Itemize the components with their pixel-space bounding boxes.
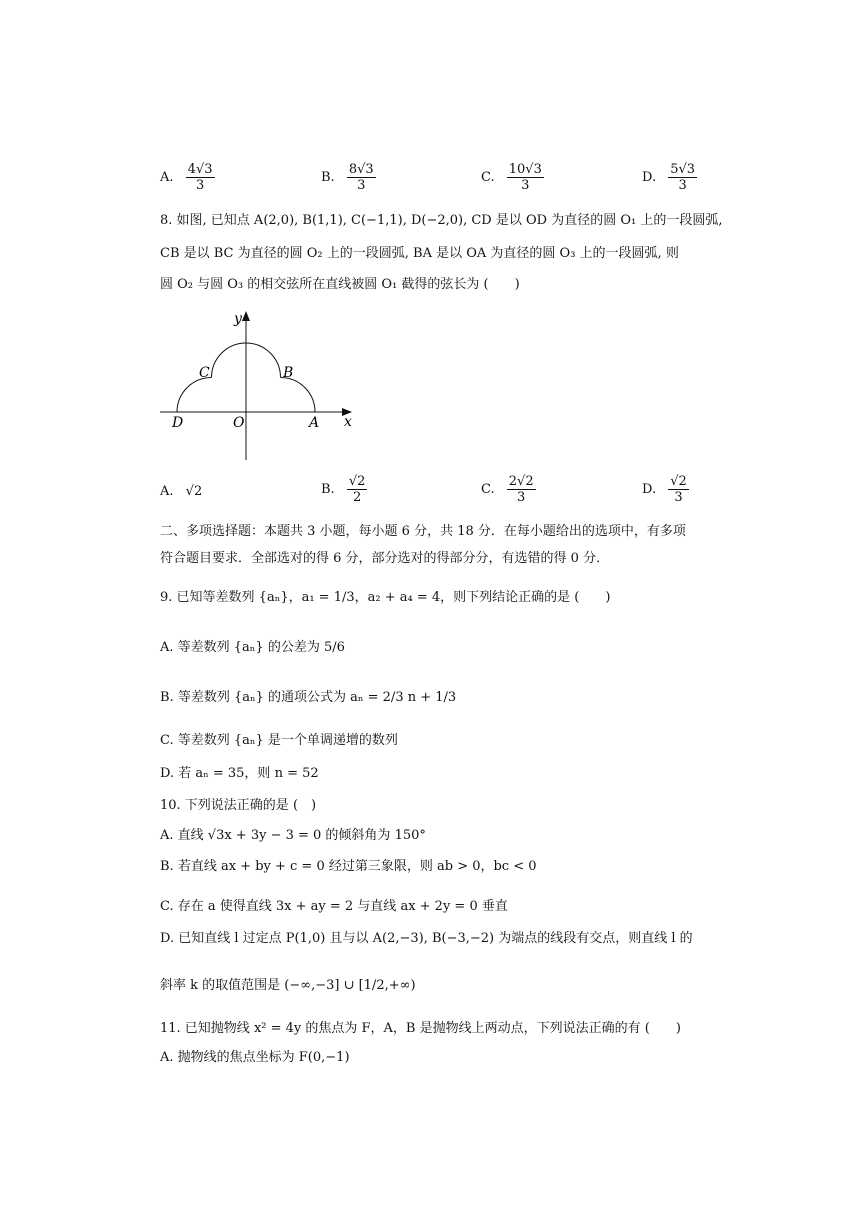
option-letter: D. bbox=[642, 170, 657, 185]
y-axis-arrow bbox=[242, 311, 250, 321]
option-fraction bbox=[507, 474, 536, 505]
option-fraction bbox=[347, 162, 376, 193]
denominator: 3 bbox=[678, 178, 687, 193]
label-o: O bbox=[233, 415, 245, 431]
option-expression: √2 bbox=[185, 484, 203, 499]
q9-option-b: B. 等差数列 {aₙ} 的通项公式为 aₙ = 2/3 n + 1/3 bbox=[160, 690, 457, 705]
q7-option-d bbox=[642, 162, 699, 193]
label-d: D bbox=[172, 415, 184, 431]
q11-stem: 11. 已知抛物线 x² = 4y 的焦点为 F，A，B 是抛物线上两动点，下列说法正确的有 ( ) bbox=[160, 1021, 681, 1036]
q9-stem: 9. 已知等差数列 {aₙ}，a₁ = 1/3，a₂ + a₄ = 4，则下列结论正确的是 ( ) bbox=[160, 590, 611, 605]
q7-option-a bbox=[160, 162, 217, 193]
section2-line1: 二、多项选择题：本题共 3 小题，每小题 6 分，共 18 分．在每小题给出的选项中，有多项 bbox=[160, 524, 686, 539]
option-fraction bbox=[668, 162, 697, 193]
q7-option-c bbox=[481, 162, 546, 193]
denominator: 3 bbox=[195, 178, 205, 193]
label-x: x bbox=[344, 414, 352, 430]
q8-stem-line2: CB 是以 BC 为直径的圆 O₂ 上的一段圆弧, BA 是以 OA 为直径的圆 O₃ 上的一段圆弧, 则 bbox=[160, 246, 679, 261]
q8-option-b bbox=[321, 474, 369, 505]
numerator: 2√2 bbox=[508, 474, 534, 489]
arc-cd bbox=[177, 378, 212, 413]
section2-line2: 符合题目要求．全部选对的得 6 分，部分选对的得部分分，有选错的得 0 分． bbox=[160, 551, 610, 566]
q8-stem-line3: 圆 O₂ 与圆 O₃ 的相交弦所在直线被圆 O₁ 截得的弦长为 ( ) bbox=[160, 277, 520, 292]
option-letter: D. bbox=[642, 482, 657, 497]
option-letter: A. bbox=[160, 484, 174, 499]
numerator: 8√3 bbox=[348, 162, 374, 177]
q11-option-a: A. 抛物线的焦点坐标为 F(0,−1) bbox=[160, 1050, 350, 1065]
numerator: 5√3 bbox=[670, 162, 696, 177]
option-letter: A. bbox=[160, 170, 174, 185]
denominator: 3 bbox=[357, 178, 366, 193]
denominator: 3 bbox=[517, 490, 526, 505]
arc-ba bbox=[281, 378, 316, 413]
q8-option-d bbox=[642, 474, 691, 505]
q8-option-c bbox=[481, 474, 538, 505]
option-fraction bbox=[347, 474, 368, 505]
option-fraction bbox=[186, 162, 215, 193]
numerator: √2 bbox=[670, 474, 687, 489]
option-letter: B. bbox=[321, 170, 335, 185]
option-fraction bbox=[507, 162, 544, 193]
q9-option-c: C. 等差数列 {aₙ} 是一个单调递增的数列 bbox=[160, 733, 398, 748]
q8-option-a bbox=[160, 482, 202, 502]
numerator: 10√3 bbox=[508, 162, 542, 177]
q10-option-d-line1: D. 已知直线 l 过定点 P(1,0) 且与以 A(2,−3), B(−3,−2) 为端点的线段有交点，则直线 l 的 bbox=[160, 931, 693, 946]
option-fraction bbox=[668, 474, 689, 505]
q10-option-d-line2: 斜率 k 的取值范围是 (−∞,−3] ∪ [1/2,+∞) bbox=[160, 978, 416, 993]
q10-stem: 10. 下列说法正确的是 ( ) bbox=[160, 798, 317, 813]
option-letter: C. bbox=[481, 482, 495, 497]
label-b: B bbox=[283, 365, 294, 381]
numerator: √2 bbox=[348, 474, 366, 489]
q10-option-b: B. 若直线 ax + by + c = 0 经过第三象限，则 ab > 0，bc < 0 bbox=[160, 859, 537, 874]
denominator: 3 bbox=[521, 178, 530, 193]
q10-option-a: A. 直线 √3x + 3y − 3 = 0 的倾斜角为 150° bbox=[160, 828, 426, 843]
label-y: y bbox=[234, 311, 242, 327]
q9-option-d: D. 若 aₙ = 35，则 n = 52 bbox=[160, 766, 319, 781]
q9-option-a: A. 等差数列 {aₙ} 的公差为 5/6 bbox=[160, 640, 345, 655]
label-a: A bbox=[309, 415, 320, 431]
q8-figure bbox=[150, 305, 365, 465]
option-letter: C. bbox=[481, 170, 495, 185]
q7-option-b bbox=[321, 162, 378, 193]
q10-option-c: C. 存在 a 使得直线 3x + ay = 2 与直线 ax + 2y = 0 垂直 bbox=[160, 899, 508, 914]
q8-stem-line1: 8. 如图, 已知点 A(2,0), B(1,1), C(−1,1), D(−2,0), CD 是以 OD 为直径的圆 O₁ 上的一段圆弧, bbox=[160, 213, 723, 228]
denominator: 3 bbox=[674, 490, 683, 505]
label-c: C bbox=[199, 365, 210, 381]
numerator: 4√3 bbox=[187, 162, 213, 177]
option-letter: B. bbox=[321, 482, 335, 497]
denominator: 2 bbox=[352, 490, 362, 505]
